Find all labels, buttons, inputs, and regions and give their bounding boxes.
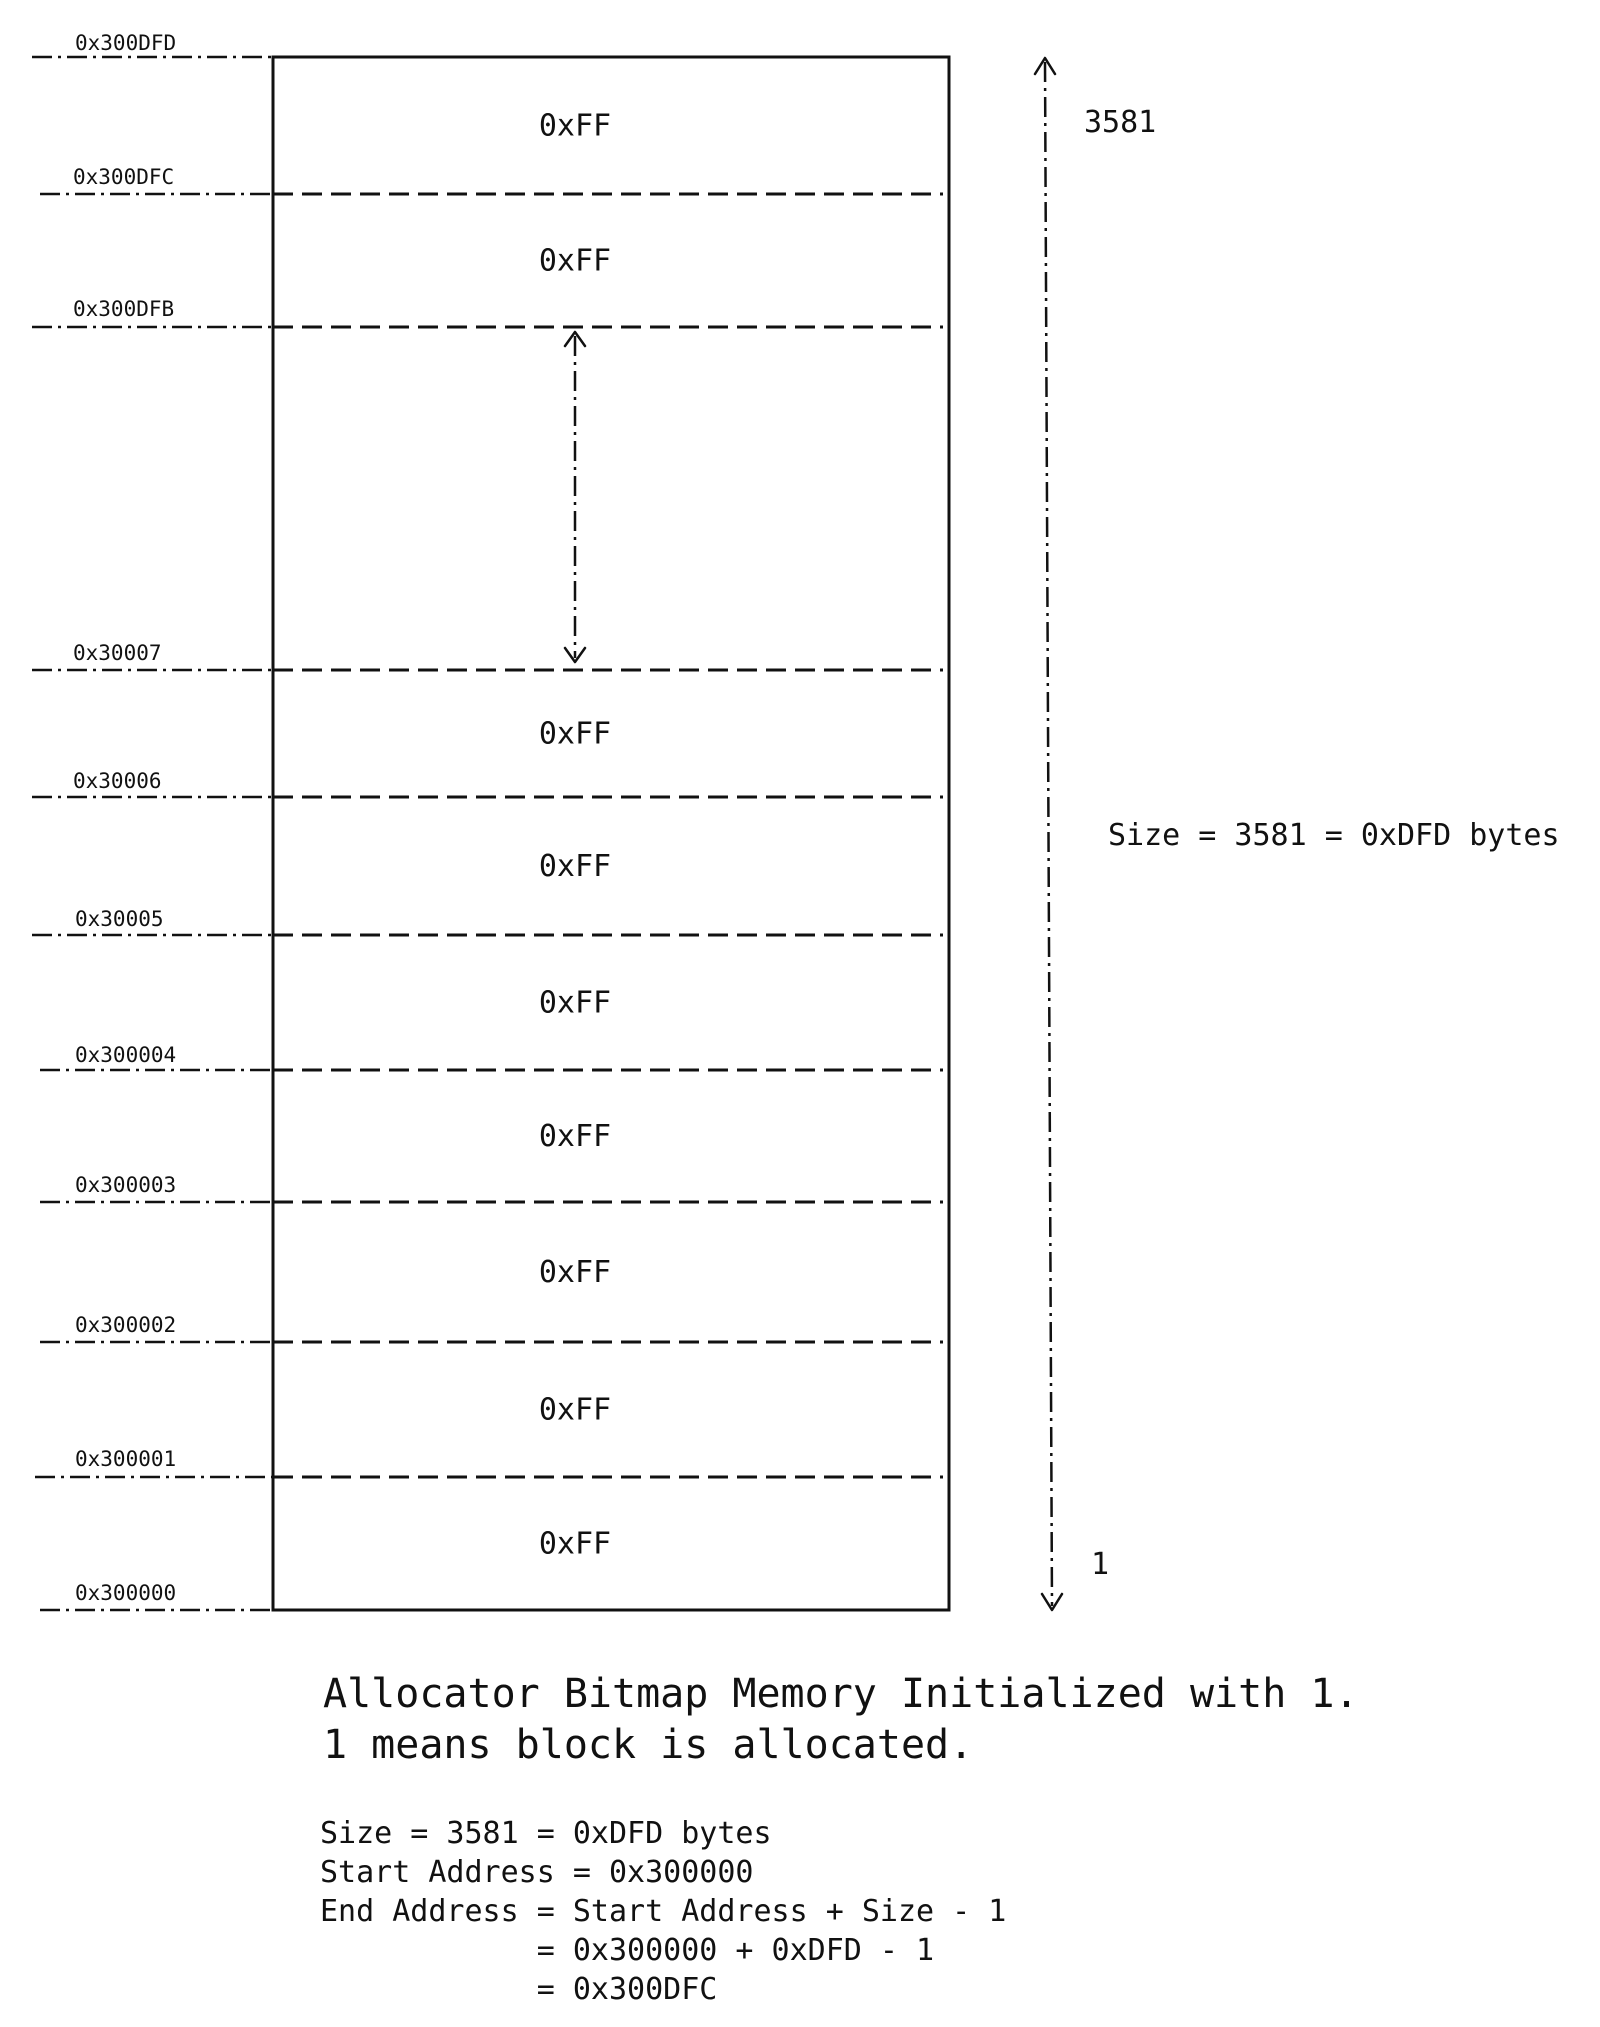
formula-line: = 0x300DFC bbox=[320, 1972, 718, 2007]
formula-line: = 0x300000 + 0xDFD - 1 bbox=[320, 1933, 935, 1968]
memory-map-lines bbox=[32, 57, 943, 1610]
cell-value: 0xFF bbox=[538, 849, 612, 884]
formula-line: End Address = Start Address + Size - 1 bbox=[320, 1894, 1007, 1929]
address-label: 0x300DFC bbox=[73, 165, 175, 189]
address-label: 0x300002 bbox=[75, 1313, 177, 1337]
dimension-size-label: Size = 3581 = 0xDFD bytes bbox=[1108, 818, 1560, 853]
dimension-bottom-label: 1 bbox=[1091, 1547, 1110, 1582]
gap-arrow bbox=[565, 332, 585, 662]
size-dimension-arrow bbox=[1035, 58, 1062, 1610]
address-label: 0x300003 bbox=[75, 1173, 177, 1197]
cell-value: 0xFF bbox=[538, 1119, 612, 1154]
address-label: 0x300001 bbox=[75, 1447, 177, 1471]
address-label: 0x300000 bbox=[75, 1581, 177, 1605]
cell-value: 0xFF bbox=[538, 1255, 612, 1290]
cell-value: 0xFF bbox=[538, 1392, 612, 1428]
formula-block bbox=[320, 1816, 1006, 2007]
memory-block-outline bbox=[273, 57, 949, 1610]
address-label: 0x30005 bbox=[75, 907, 164, 931]
formula-line: Size = 3581 = 0xDFD bytes bbox=[320, 1816, 772, 1851]
dimension-top-label: 3581 bbox=[1084, 105, 1157, 140]
formula-line: Start Address = 0x300000 bbox=[320, 1855, 754, 1890]
address-label: 0x30006 bbox=[73, 769, 162, 793]
cell-value: 0xFF bbox=[538, 243, 612, 279]
caption-line-1: Allocator Bitmap Memory Initialized with 1. bbox=[323, 1671, 1359, 1717]
address-label: 0x300DFD bbox=[75, 31, 177, 55]
cell-value: 0xFF bbox=[538, 108, 612, 144]
caption-line-2: 1 means block is allocated. bbox=[323, 1722, 974, 1768]
address-label: 0x30007 bbox=[73, 641, 162, 665]
cell-value: 0xFF bbox=[538, 985, 612, 1021]
cell-value: 0xFF bbox=[538, 716, 612, 752]
memory-map-labels bbox=[73, 31, 611, 1605]
cell-value: 0xFF bbox=[538, 1526, 612, 1562]
address-label: 0x300004 bbox=[75, 1043, 177, 1067]
address-label: 0x300DFB bbox=[73, 297, 175, 321]
